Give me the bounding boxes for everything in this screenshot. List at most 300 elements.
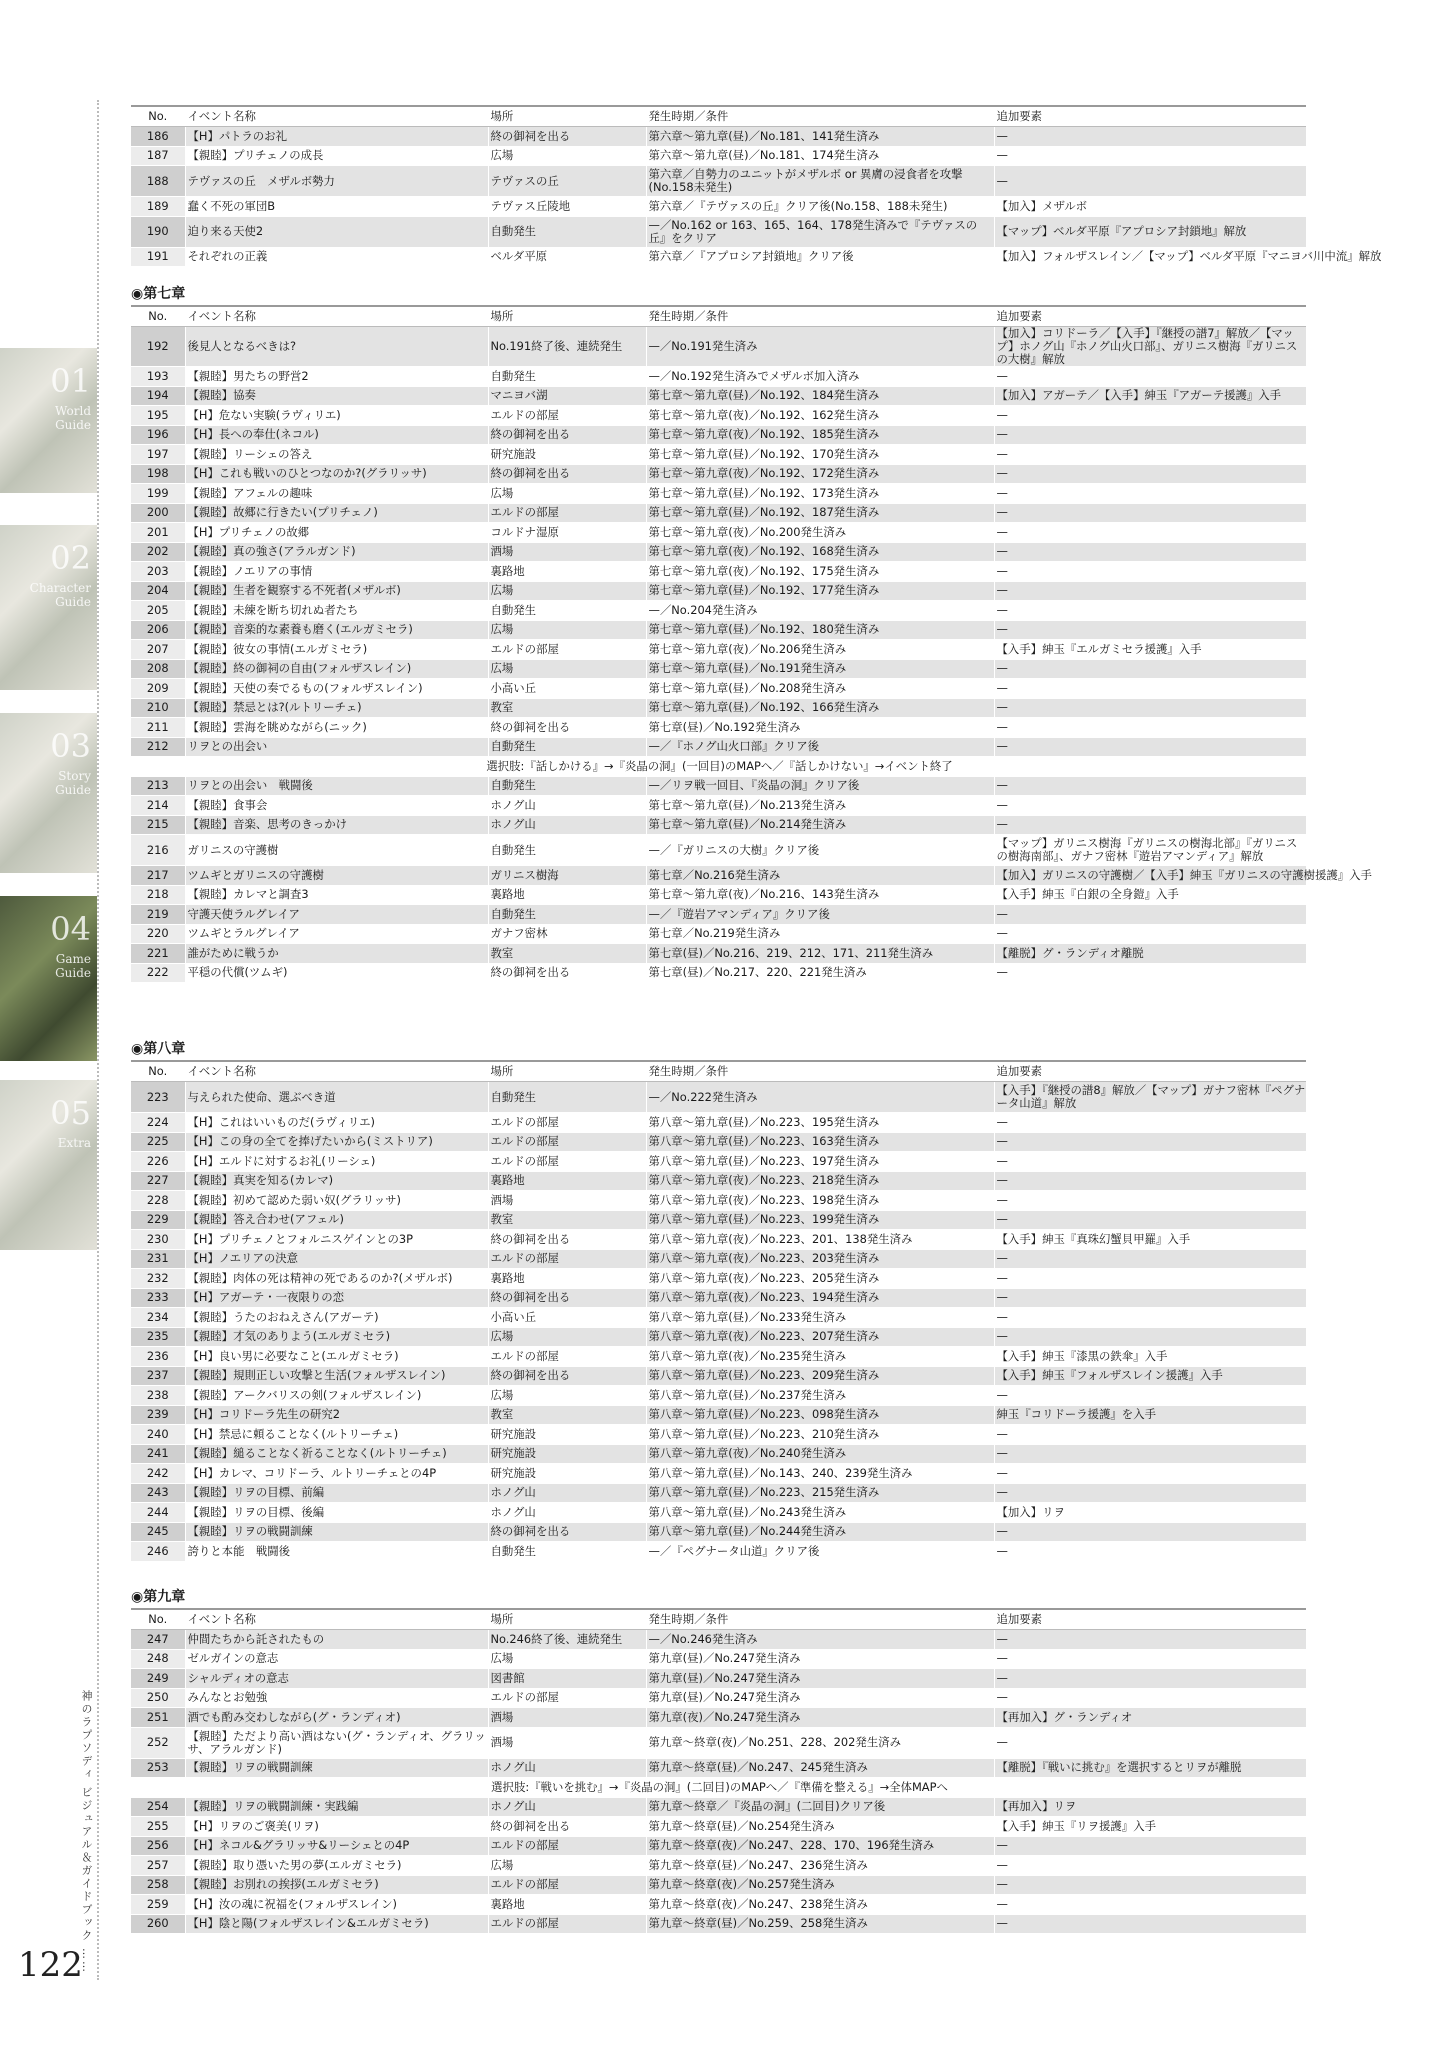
bonus-cell: 【加入】ガリニスの守護樹／【入手】紳玉『ガリニスの守護樹援護』入手 (994, 866, 1306, 886)
event-name-cell: 【親睦】リヲの戦闘訓練 (185, 1758, 488, 1778)
location-cell: 自動発生 (488, 737, 646, 757)
event-name-cell: ツムギとラルグレイア (185, 924, 488, 944)
event-name-cell: 【親睦】アフェルの趣味 (185, 484, 488, 504)
row-number-cell: 203 (131, 562, 185, 582)
table-row (131, 464, 1306, 484)
table-row (131, 776, 1306, 796)
table-row (131, 1230, 1306, 1250)
row-number-cell: 241 (131, 1444, 185, 1464)
condition-cell: 第七章～第九章(夜)／No.206発生済み (646, 640, 994, 660)
bonus-cell: — (994, 1875, 1306, 1895)
event-name-cell: 迫り来る天使2 (185, 216, 488, 247)
table-row (131, 542, 1306, 562)
row-number-cell: 244 (131, 1503, 185, 1523)
condition-cell: 第八章～第九章(昼)／No.223、215発生済み (646, 1483, 994, 1503)
event-name-cell: 【H】パトラのお礼 (185, 127, 488, 147)
row-number-cell: 234 (131, 1308, 185, 1328)
table-row (131, 386, 1306, 406)
condition-cell: 第八章～第九章(夜)／No.223、205発生済み (646, 1269, 994, 1289)
location-cell: 自動発生 (488, 1542, 646, 1562)
table-row (131, 1669, 1306, 1689)
tab-number: 02 (50, 539, 91, 577)
bonus-cell: 【入手】紳玉『白銀の全身鎧』入手 (994, 885, 1306, 905)
column-header: イベント名称 (185, 306, 488, 327)
event-name-cell: テヴァスの丘 メザルボ勢力 (185, 166, 488, 197)
table-row (131, 1875, 1306, 1895)
location-cell: 広場 (488, 581, 646, 601)
bonus-cell: — (994, 1630, 1306, 1650)
event-name-cell: 【親睦】リヲの戦闘訓練 (185, 1522, 488, 1542)
row-number-cell: 191 (131, 247, 185, 267)
event-name-cell: 【親睦】協奏 (185, 386, 488, 406)
condition-cell: 第七章～第九章(昼)／No.191発生済み (646, 659, 994, 679)
section-3 (131, 1586, 1306, 1934)
condition-cell: 第八章～第九章(夜)／No.235発生済み (646, 1347, 994, 1367)
location-cell: 教室 (488, 1210, 646, 1230)
event-name-cell: 【親睦】生者を観察する不死者(メザルボ) (185, 581, 488, 601)
side-tab-world-guide[interactable] (0, 348, 97, 493)
event-name-cell: 【親睦】音楽、思考のきっかけ (185, 815, 488, 835)
event-name-cell: 誰がために戦うか (185, 944, 488, 964)
event-name-cell: 【親睦】リヲの戦闘訓練・実践編 (185, 1797, 488, 1817)
table-row (131, 1249, 1306, 1269)
event-name-cell: 与えられた使命、選ぶべき道 (185, 1082, 488, 1113)
bonus-cell: — (994, 1895, 1306, 1915)
bonus-cell: 【再加入】リヲ (994, 1797, 1306, 1817)
row-number-cell: 239 (131, 1405, 185, 1425)
location-cell: 終の御祠を出る (488, 1288, 646, 1308)
table-row (131, 406, 1306, 426)
table-row (131, 1856, 1306, 1876)
row-number-cell: 259 (131, 1895, 185, 1915)
table-header-row (131, 1609, 1306, 1630)
condition-cell: 第六章／『テヴァスの丘』クリア後(No.158、188未発生) (646, 197, 994, 217)
column-header: 発生時期／条件 (646, 306, 994, 327)
column-header: No. (131, 306, 185, 327)
condition-cell: —／『ペグナータ山道』クリア後 (646, 1542, 994, 1562)
row-number-cell: 221 (131, 944, 185, 964)
bonus-cell: — (994, 146, 1306, 166)
event-name-cell: 【親睦】彼女の事情(エルガミセラ) (185, 640, 488, 660)
bonus-cell: — (994, 1464, 1306, 1484)
condition-cell: 第七章～第九章(昼)／No.214発生済み (646, 815, 994, 835)
table-row (131, 1797, 1306, 1817)
condition-cell: 第七章～第九章(夜)／No.216、143発生済み (646, 885, 994, 905)
table-row (131, 905, 1306, 925)
row-number-cell: 208 (131, 659, 185, 679)
bonus-cell: — (994, 1727, 1306, 1758)
side-tab-extra[interactable] (0, 1080, 97, 1250)
table-row (131, 1347, 1306, 1367)
event-name-cell: それぞれの正義 (185, 247, 488, 267)
event-name-cell: 【親睦】リヲの目標、後編 (185, 1503, 488, 1523)
event-name-cell: 守護天使ラルグレイア (185, 905, 488, 925)
table-header-row (131, 1061, 1306, 1082)
bonus-cell: — (994, 127, 1306, 147)
event-name-cell: 【H】コリドーラ先生の研究2 (185, 1405, 488, 1425)
condition-cell: 第七章～第九章(昼)／No.192、180発生済み (646, 620, 994, 640)
location-cell: 酒場 (488, 1727, 646, 1758)
condition-cell: 第七章～第九章(夜)／No.192、175発生済み (646, 562, 994, 582)
bonus-cell: — (994, 1856, 1306, 1876)
event-name-cell: 誇りと本能 戦闘後 (185, 1542, 488, 1562)
location-cell: エルドの部屋 (488, 640, 646, 660)
location-cell: 広場 (488, 659, 646, 679)
event-name-cell: 【H】ノエリアの決意 (185, 1249, 488, 1269)
condition-cell: 第九章(昼)／No.247発生済み (646, 1688, 994, 1708)
row-number-cell: 193 (131, 367, 185, 387)
section-title: ◉第七章 (131, 286, 186, 302)
tab-number: 04 (50, 910, 91, 948)
table-row (131, 367, 1306, 387)
condition-cell: 第九章～終章(昼)／No.247、245発生済み (646, 1758, 994, 1778)
row-number-cell: 197 (131, 445, 185, 465)
event-name-cell: 【H】これも戦いのひとつなのか?(グラリッサ) (185, 464, 488, 484)
condition-cell: 第八章～第九章(昼)／No.223、195発生済み (646, 1113, 994, 1133)
event-name-cell: 【親睦】音楽的な素養も磨く(エルガミセラ) (185, 620, 488, 640)
event-name-cell: 仲間たちから託されたもの (185, 1630, 488, 1650)
condition-cell: 第七章～第九章(昼)／No.192、170発生済み (646, 445, 994, 465)
table-row (131, 659, 1306, 679)
event-name-cell: みんなとお勉強 (185, 1688, 488, 1708)
location-cell: 広場 (488, 620, 646, 640)
event-name-cell: 【親睦】禁忌とは?(ルトリーチェ) (185, 698, 488, 718)
row-number-cell: 242 (131, 1464, 185, 1484)
event-name-cell: 【親睦】アークバリスの剣(フォルザスレイン) (185, 1386, 488, 1406)
condition-cell: 第八章～第九章(昼)／No.143、240、239発生済み (646, 1464, 994, 1484)
bonus-cell: — (994, 1688, 1306, 1708)
event-name-cell: 【H】良い男に必要なこと(エルガミセラ) (185, 1347, 488, 1367)
bonus-cell: — (994, 698, 1306, 718)
row-number-cell: 204 (131, 581, 185, 601)
bonus-cell: — (994, 1171, 1306, 1191)
event-name-cell: 【H】禁忌に頼ることなく(ルトリーチェ) (185, 1425, 488, 1445)
table-row (131, 796, 1306, 816)
condition-cell: 第七章～第九章(夜)／No.192、185発生済み (646, 425, 994, 445)
location-cell: 小高い丘 (488, 679, 646, 699)
bonus-cell: — (994, 905, 1306, 925)
column-header: 追加要素 (994, 106, 1306, 127)
table-row (131, 1649, 1306, 1669)
location-cell: ホノグ山 (488, 1483, 646, 1503)
location-cell: 広場 (488, 146, 646, 166)
table-row (131, 1366, 1306, 1386)
location-cell: 広場 (488, 1856, 646, 1876)
bonus-cell: 【加入】フォルザスレイン／【マップ】ベルダ平原『マニヨバ川中流』解放 (994, 247, 1306, 267)
condition-cell: 第八章～第九章(昼)／No.223、197発生済み (646, 1152, 994, 1172)
location-cell: 終の御祠を出る (488, 1522, 646, 1542)
row-number-cell: 232 (131, 1269, 185, 1289)
row-number-cell: 257 (131, 1856, 185, 1876)
condition-cell: 第七章～第九章(昼)／No.192、173発生済み (646, 484, 994, 504)
location-cell: 広場 (488, 1327, 646, 1347)
condition-cell: 第七章(昼)／No.192発生済み (646, 718, 994, 738)
event-name-cell: 【H】エルドに対するお礼(リーシェ) (185, 1152, 488, 1172)
bonus-cell: — (994, 1669, 1306, 1689)
section-title: ◉第八章 (131, 1041, 186, 1057)
row-number-cell: 196 (131, 425, 185, 445)
bonus-cell: 【加入】リヲ (994, 1503, 1306, 1523)
event-name-cell: 【親睦】取り憑いた男の夢(エルガミセラ) (185, 1856, 488, 1876)
location-cell: 広場 (488, 484, 646, 504)
location-cell: No.246終了後、連続発生 (488, 1630, 646, 1650)
table-row (131, 1778, 1306, 1798)
location-cell: エルドの部屋 (488, 1249, 646, 1269)
bonus-cell: — (994, 1444, 1306, 1464)
location-cell: 裏路地 (488, 1171, 646, 1191)
event-name-cell: 【親睦】故郷に行きたい(プリチェノ) (185, 503, 488, 523)
condition-cell: 第九章(昼)／No.247発生済み (646, 1649, 994, 1669)
condition-cell: 第七章～第九章(夜)／No.192、168発生済み (646, 542, 994, 562)
bonus-cell: 【離脱】『戦いに挑む』を選択するとリヲが離脱 (994, 1758, 1306, 1778)
row-number-cell: 186 (131, 127, 185, 147)
event-name-cell: 酒でも酌み交わしながら(グ・ランディオ) (185, 1708, 488, 1728)
condition-cell: 第七章～第九章(昼)／No.192、184発生済み (646, 386, 994, 406)
condition-cell: 第八章～第九章(昼)／No.237発生済み (646, 1386, 994, 1406)
location-cell: エルドの部屋 (488, 1836, 646, 1856)
side-tab-game-guide[interactable] (0, 896, 97, 1061)
bonus-cell: 【入手】『継授の譜8』解放／【マップ】ガナフ密林『ペグナータ山道』解放 (994, 1082, 1306, 1113)
row-number-cell: 247 (131, 1630, 185, 1650)
row-number-cell: 249 (131, 1669, 185, 1689)
condition-cell: 第九章～終章(夜)／No.257発生済み (646, 1875, 994, 1895)
table-row (131, 1817, 1306, 1837)
event-name-cell: 【H】プリチェノの故郷 (185, 523, 488, 543)
condition-cell: 第八章～第九章(夜)／No.223、203発生済み (646, 1249, 994, 1269)
location-cell: 終の御祠を出る (488, 1230, 646, 1250)
bonus-cell: — (994, 1152, 1306, 1172)
book-title: 神のラプソディ ビジュアル＆ガイドブック …… (80, 1690, 93, 1974)
location-cell: 裏路地 (488, 1269, 646, 1289)
table-row (131, 146, 1306, 166)
condition-cell: 第八章～第九章(昼)／No.223、098発生済み (646, 1405, 994, 1425)
bonus-cell: — (994, 581, 1306, 601)
location-cell: 裏路地 (488, 562, 646, 582)
bonus-cell: 【入手】紳玉『漆黒の鉄傘』入手 (994, 1347, 1306, 1367)
bonus-cell: — (994, 679, 1306, 699)
bonus-cell: 【加入】コリドーラ／【入手】『継授の譜7』解放／【マップ】ホノグ山『ホノグ山火口部』、ガリニス樹海『ガリニスの大樹』解放 (994, 327, 1306, 367)
bonus-cell: 【入手】紳玉『真珠幻蟹貝甲羅』入手 (994, 1230, 1306, 1250)
event-name-cell: 蠢く不死の軍団B (185, 197, 488, 217)
condition-cell: 第九章～終章(夜)／No.247、228、170、196発生済み (646, 1836, 994, 1856)
location-cell: エルドの部屋 (488, 1152, 646, 1172)
table-row (131, 1132, 1306, 1152)
location-cell: ホノグ山 (488, 1758, 646, 1778)
location-cell: 裏路地 (488, 1895, 646, 1915)
row-number-cell: 222 (131, 963, 185, 983)
event-name-cell: 【親睦】男たちの野営2 (185, 367, 488, 387)
bonus-cell: — (994, 1132, 1306, 1152)
event-name-cell: 【親睦】才気のありよう(エルガミセラ) (185, 1327, 488, 1347)
table-row (131, 1082, 1306, 1113)
event-name-cell: 【H】カレマ、コリドーラ、ルトリーチェとの4P (185, 1464, 488, 1484)
table-row (131, 523, 1306, 543)
row-number-cell: 226 (131, 1152, 185, 1172)
location-cell: 終の御祠を出る (488, 1817, 646, 1837)
event-name-cell: 【親睦】食事会 (185, 796, 488, 816)
condition-cell: 第八章～第九章(昼)／No.244発生済み (646, 1522, 994, 1542)
location-cell: ガリニス樹海 (488, 866, 646, 886)
event-table (131, 305, 1372, 983)
event-name-cell: 【親睦】プリチェノの成長 (185, 146, 488, 166)
bonus-cell: — (994, 1522, 1306, 1542)
column-header: 追加要素 (994, 306, 1306, 327)
bonus-cell: — (994, 1327, 1306, 1347)
event-name-cell: 【親睦】終の御祠の自由(フォルザスレイン) (185, 659, 488, 679)
event-name-cell: 【親睦】天使の奏でるもの(フォルザスレイン) (185, 679, 488, 699)
location-cell: ホノグ山 (488, 815, 646, 835)
table-row (131, 197, 1306, 217)
event-name-cell: 【H】リヲのご褒美(リヲ) (185, 1817, 488, 1837)
row-number-cell: 248 (131, 1649, 185, 1669)
row-number-cell: 246 (131, 1542, 185, 1562)
location-cell: 小高い丘 (488, 1308, 646, 1328)
event-name-cell: 【親睦】リヲの目標、前編 (185, 1483, 488, 1503)
condition-cell: 第九章～終章／『炎晶の洞』(二回目)クリア後 (646, 1797, 994, 1817)
condition-cell: 第六章～第九章(昼)／No.181、141発生済み (646, 127, 994, 147)
bonus-cell: — (994, 166, 1306, 197)
event-name-cell: 【H】ネコル&グラリッサ&リーシェとの4P (185, 1836, 488, 1856)
condition-cell: —／No.222発生済み (646, 1082, 994, 1113)
location-cell: 研究施設 (488, 1464, 646, 1484)
condition-cell: 第八章～第九章(昼)／No.223、210発生済み (646, 1425, 994, 1445)
condition-cell: 第六章／『アプロシア封鎖地』クリア後 (646, 247, 994, 267)
bonus-cell: 【入手】紳玉『リヲ援護』入手 (994, 1817, 1306, 1837)
bonus-cell: 【入手】紳玉『エルガミセラ援護』入手 (994, 640, 1306, 660)
choice-note: 選択肢:『戦いを挑む』→『炎晶の洞』(二回目)のMAPへ／『準備を整える』→全体MAPへ (131, 1778, 1306, 1798)
event-name-cell: 【H】プリチェノとフォルニスゲインとの3P (185, 1230, 488, 1250)
table-row (131, 1522, 1306, 1542)
condition-cell: 第七章～第九章(昼)／No.208発生済み (646, 679, 994, 699)
event-name-cell: 平穏の代償(ツムギ) (185, 963, 488, 983)
bonus-cell: 紳玉『コリドーラ援護』を入手 (994, 1405, 1306, 1425)
event-name-cell: 【親睦】お別れの挨拶(エルガミセラ) (185, 1875, 488, 1895)
side-tab-story-guide[interactable] (0, 713, 97, 873)
condition-cell: 第八章～第九章(昼)／No.223、163発生済み (646, 1132, 994, 1152)
row-number-cell: 245 (131, 1522, 185, 1542)
event-name-cell: 【H】アガーテ・一夜限りの恋 (185, 1288, 488, 1308)
condition-cell: 第七章～第九章(昼)／No.213発生済み (646, 796, 994, 816)
column-header: 場所 (488, 1609, 646, 1630)
table-row (131, 1425, 1306, 1445)
bonus-cell: — (994, 1425, 1306, 1445)
column-header: 追加要素 (994, 1609, 1306, 1630)
location-cell: エルドの部屋 (488, 1914, 646, 1934)
table-row (131, 1152, 1306, 1172)
table-row (131, 1171, 1306, 1191)
side-tab-character-guide[interactable] (0, 525, 97, 690)
condition-cell: 第九章～終章(昼)／No.254発生済み (646, 1817, 994, 1837)
location-cell: 自動発生 (488, 835, 646, 866)
table-row (131, 1688, 1306, 1708)
row-number-cell: 190 (131, 216, 185, 247)
table-row (131, 1895, 1306, 1915)
section-2 (131, 1038, 1306, 1562)
condition-cell: 第七章～第九章(昼)／No.192、166発生済み (646, 698, 994, 718)
location-cell: コルドナ湿原 (488, 523, 646, 543)
condition-cell: —／『ホノグ山火口部』クリア後 (646, 737, 994, 757)
row-number-cell: 225 (131, 1132, 185, 1152)
row-number-cell: 209 (131, 679, 185, 699)
table-row (131, 1210, 1306, 1230)
section-0 (131, 105, 1382, 267)
bonus-cell: — (994, 1113, 1306, 1133)
condition-cell: 第七章／No.216発生済み (646, 866, 994, 886)
table-row (131, 1914, 1306, 1934)
location-cell: エルドの部屋 (488, 1113, 646, 1133)
column-header: 発生時期／条件 (646, 106, 994, 127)
row-number-cell: 250 (131, 1688, 185, 1708)
condition-cell: —／『遊岩アマンディア』クリア後 (646, 905, 994, 925)
condition-cell: —／No.191発生済み (646, 327, 994, 367)
table-row (131, 127, 1306, 147)
location-cell: 自動発生 (488, 905, 646, 925)
condition-cell: 第八章～第九章(夜)／No.223、198発生済み (646, 1191, 994, 1211)
tab-label: Character Guide (29, 581, 91, 609)
bonus-cell: — (994, 562, 1306, 582)
bonus-cell: — (994, 523, 1306, 543)
location-cell: エルドの部屋 (488, 406, 646, 426)
tab-label: Game Guide (55, 952, 91, 980)
event-name-cell: 【H】汝の魂に祝福を(フォルザスレイン) (185, 1895, 488, 1915)
event-name-cell: 【H】長への奉仕(ネコル) (185, 425, 488, 445)
table-row (131, 885, 1306, 905)
location-cell: ベルダ平原 (488, 247, 646, 267)
condition-cell: 第八章～第九章(夜)／No.240発生済み (646, 1444, 994, 1464)
row-number-cell: 223 (131, 1082, 185, 1113)
location-cell: 教室 (488, 944, 646, 964)
table-row (131, 737, 1306, 757)
bonus-cell: — (994, 1308, 1306, 1328)
event-name-cell: 【H】危ない実験(ラヴィリエ) (185, 406, 488, 426)
row-number-cell: 252 (131, 1727, 185, 1758)
bonus-cell: 【マップ】ガリニス樹海『ガリニスの樹海北部』『ガリニスの樹海南部』、ガナフ密林『遊岩アマンディア』解放 (994, 835, 1306, 866)
tab-label: Story Guide (55, 769, 91, 797)
bonus-cell: — (994, 963, 1306, 983)
location-cell: ホノグ山 (488, 796, 646, 816)
location-cell: 酒場 (488, 1191, 646, 1211)
location-cell: エルドの部屋 (488, 1347, 646, 1367)
condition-cell: 第九章(昼)／No.247発生済み (646, 1669, 994, 1689)
condition-cell: 第八章～第九章(昼)／No.223、199発生済み (646, 1210, 994, 1230)
table-row (131, 718, 1306, 738)
column-header: 場所 (488, 1061, 646, 1082)
event-name-cell: 【親睦】答え合わせ(アフェル) (185, 1210, 488, 1230)
bonus-cell: 【加入】アガーテ／【入手】紳玉『アガーテ援護』入手 (994, 386, 1306, 406)
condition-cell: 第九章(夜)／No.247発生済み (646, 1708, 994, 1728)
location-cell: エルドの部屋 (488, 1688, 646, 1708)
table-row (131, 1191, 1306, 1211)
table-row (131, 1288, 1306, 1308)
row-number-cell: 236 (131, 1347, 185, 1367)
condition-cell: 第八章～第九章(夜)／No.223、207発生済み (646, 1327, 994, 1347)
table-row (131, 216, 1306, 247)
location-cell: ホノグ山 (488, 1797, 646, 1817)
row-number-cell: 189 (131, 197, 185, 217)
condition-cell: 第九章～終章(昼)／No.259、258発生済み (646, 1914, 994, 1934)
condition-cell: 第八章～第九章(夜)／No.223、201、138発生済み (646, 1230, 994, 1250)
table-row (131, 1269, 1306, 1289)
row-number-cell: 195 (131, 406, 185, 426)
table-row (131, 757, 1306, 777)
location-cell: 研究施設 (488, 1425, 646, 1445)
row-number-cell: 237 (131, 1366, 185, 1386)
table-row (131, 815, 1306, 835)
table-row (131, 581, 1306, 601)
bonus-cell: 【マップ】ベルダ平原『アプロシア封鎖地』解放 (994, 216, 1306, 247)
bonus-cell: — (994, 503, 1306, 523)
column-header: 発生時期／条件 (646, 1061, 994, 1082)
